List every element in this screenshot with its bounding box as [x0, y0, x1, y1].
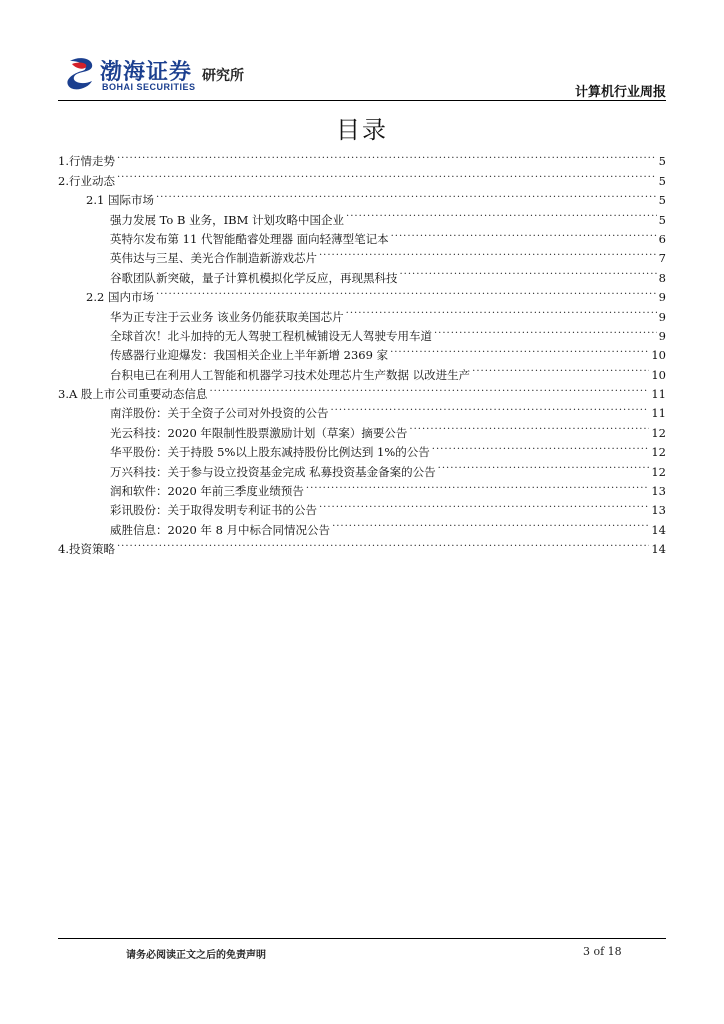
institute-label: 研究所 [202, 68, 244, 84]
toc-entry[interactable]: 谷歌团队新突破，量子计算机模拟化学反应，再现黑科技 ..... 8 [58, 262, 666, 281]
toc-entry[interactable]: 2.行业动态 ..... 5 [58, 165, 666, 184]
footer-divider [58, 938, 666, 939]
page-number: 3 of 18 [583, 945, 622, 958]
toc-entry[interactable]: 润和软件：2020 年前三季度业绩预告 ..... 13 [58, 476, 666, 495]
toc-entry[interactable]: 彩讯股份：关于取得发明专利证书的公告 ..... 13 [58, 495, 666, 514]
toc-entry[interactable]: 3.A 股上市公司重要动态信息 ..... 11 [58, 379, 666, 398]
toc-entry[interactable]: 1.行情走势 ..... 5 [58, 146, 666, 165]
toc-entry[interactable]: 台积电已在利用人工智能和机器学习技术处理芯片生产数据 以改进生产 ..... 10 [58, 359, 666, 378]
toc-entry[interactable]: 华平股份：关于持股 5%以上股东减持股份比例达到 1%的公告 ..... 12 [58, 437, 666, 456]
toc-entry[interactable]: 全球首次！北斗加持的无人驾驶工程机械铺设无人驾驶专用车道 ..... 9 [58, 321, 666, 340]
toc-entry[interactable]: 2.2 国内市场 ..... 9 [58, 282, 666, 301]
report-type: 计算机行业周报 [574, 85, 666, 100]
disclaimer-note: 请务必阅读正文之后的免责声明 [126, 950, 266, 961]
toc-entry[interactable]: 华为正专注于云业务 该业务仍能获取美国芯片 ..... 9 [58, 301, 666, 320]
header-divider [58, 100, 666, 101]
toc-entry[interactable]: 传感器行业迎爆发：我国相关企业上半年新增 2369 家 ..... 10 [58, 340, 666, 359]
toc-title: 目录 [336, 116, 388, 144]
bohai-logo [66, 55, 266, 99]
toc-entry[interactable]: 光云科技：2020 年限制性股票激励计划（草案）摘要公告 ..... 12 [58, 417, 666, 436]
bohai-logo-icon [66, 55, 98, 95]
toc-entry[interactable]: 威胜信息：2020 年 8 月中标合同情况公告 ..... 14 [58, 514, 666, 533]
toc-entry[interactable]: 英特尔发布第 11 代智能酷睿处理器 面向轻薄型笔记本 ..... 6 [58, 224, 666, 243]
toc-entry[interactable]: 4.投资策略 ..... 14 [58, 534, 666, 553]
brand-name-en: BOHAI SECURITIES [102, 82, 196, 92]
page-header [0, 0, 724, 104]
toc-entry[interactable]: 南洋股份：关于全资子公司对外投资的公告 ..... 11 [58, 398, 666, 417]
toc-entry[interactable]: 强力发展 To B 业务，IBM 计划攻略中国企业 ..... 5 [58, 204, 666, 223]
toc-entry[interactable]: 2.1 国际市场 ..... 5 [58, 185, 666, 204]
toc-entry[interactable]: 英伟达与三星、美光合作制造新游戏芯片 ..... 7 [58, 243, 666, 262]
toc-entry[interactable]: 万兴科技：关于参与设立投资基金完成 私募投资基金备案的公告 ..... 12 [58, 456, 666, 475]
table-of-contents [58, 146, 666, 557]
brand-name-cn: 渤海证券 [100, 60, 193, 85]
